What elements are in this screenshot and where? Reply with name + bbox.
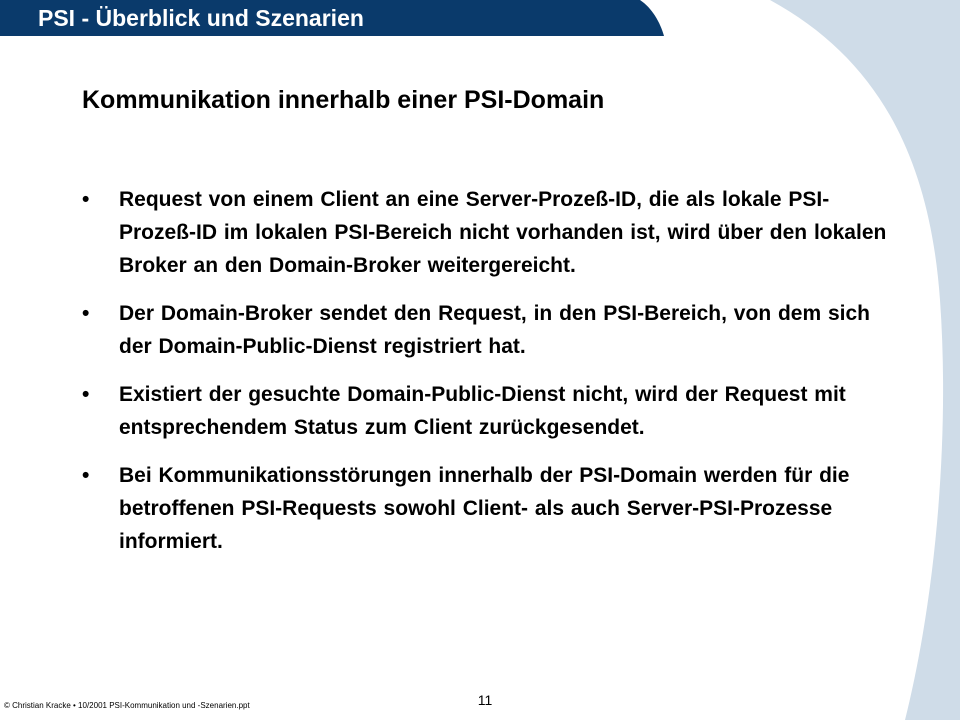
footer-copyright: © Christian Kracke • 10/2001 PSI-Kommunikation und -Szenarien.ppt <box>4 701 250 710</box>
bullet-text: Request von einem Client an eine Server-Prozeß-ID, die als lokale PSI-Prozeß-ID im lokalen PSI-Bereich nicht vorhanden ist, wird über den lokalen Broker an den Domain-Broker weitergereicht. <box>119 188 887 277</box>
bullet-item <box>82 459 902 558</box>
page-number: 11 <box>477 692 493 708</box>
bullet-item <box>82 297 902 363</box>
bullet-item <box>82 183 902 282</box>
bullet-point-icon: • <box>82 188 90 211</box>
bullet-list <box>82 183 902 573</box>
slide-title: Kommunikation innerhalb einer PSI-Domain <box>82 86 605 114</box>
bullet-text: Der Domain-Broker sendet den Request, in den PSI-Bereich, von dem sich der Domain-Public-Dienst registriert hat. <box>119 302 871 358</box>
bullet-point-icon: • <box>82 383 90 406</box>
bullet-point-icon: • <box>82 464 90 487</box>
header-title: PSI - Überblick und Szenarien <box>38 5 364 31</box>
bullet-text: Bei Kommunikationsstörungen innerhalb der PSI-Domain werden für die betroffenen PSI-Requests sowohl Client- als auch Server-PSI-Prozesse informiert. <box>119 464 850 553</box>
bullet-point-icon: • <box>82 302 90 325</box>
bullet-text: Existiert der gesuchte Domain-Public-Dienst nicht, wird der Request mit entsprechendem Status zum Client zurückgesendet. <box>119 383 846 439</box>
bullet-item <box>82 378 902 444</box>
